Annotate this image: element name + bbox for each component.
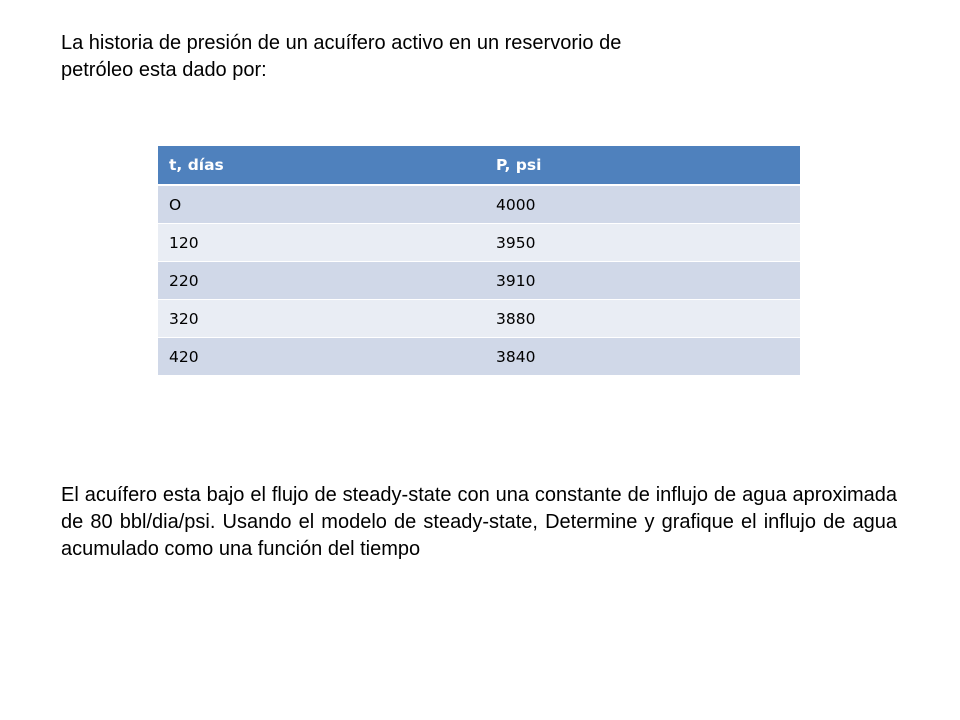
table-row [158, 185, 800, 224]
intro-line-1: La historia de presión de un acuífero activo en un reservorio de [61, 32, 622, 54]
cell-pressure: 3950 [485, 224, 800, 262]
table-header-row [158, 146, 800, 185]
cell-time: 420 [158, 338, 485, 376]
cell-pressure: 3910 [485, 262, 800, 300]
cell-pressure: 3840 [485, 338, 800, 376]
cell-time: 220 [158, 262, 485, 300]
intro-paragraph [61, 30, 761, 84]
intro-line-2: petróleo esta dado por: [61, 59, 267, 81]
cell-pressure: 4000 [485, 185, 800, 224]
table-row [158, 262, 800, 300]
table-row [158, 338, 800, 376]
table-row [158, 300, 800, 338]
problem-statement: El acuífero esta bajo el flujo de steady-state con una constante de influjo de agua aproximada de 80 bbl/dia/psi. Usando el modelo de steady-state, Determine y grafique el influjo de agua acumulado como una función del tiempo [61, 484, 897, 560]
cell-time: 120 [158, 224, 485, 262]
header-pressure-psi: P, psi [485, 146, 800, 185]
header-time-days: t, días [158, 146, 485, 185]
cell-time: 320 [158, 300, 485, 338]
cell-time: O [158, 185, 485, 224]
table-row [158, 224, 800, 262]
pressure-history-table [158, 146, 800, 375]
cell-pressure: 3880 [485, 300, 800, 338]
